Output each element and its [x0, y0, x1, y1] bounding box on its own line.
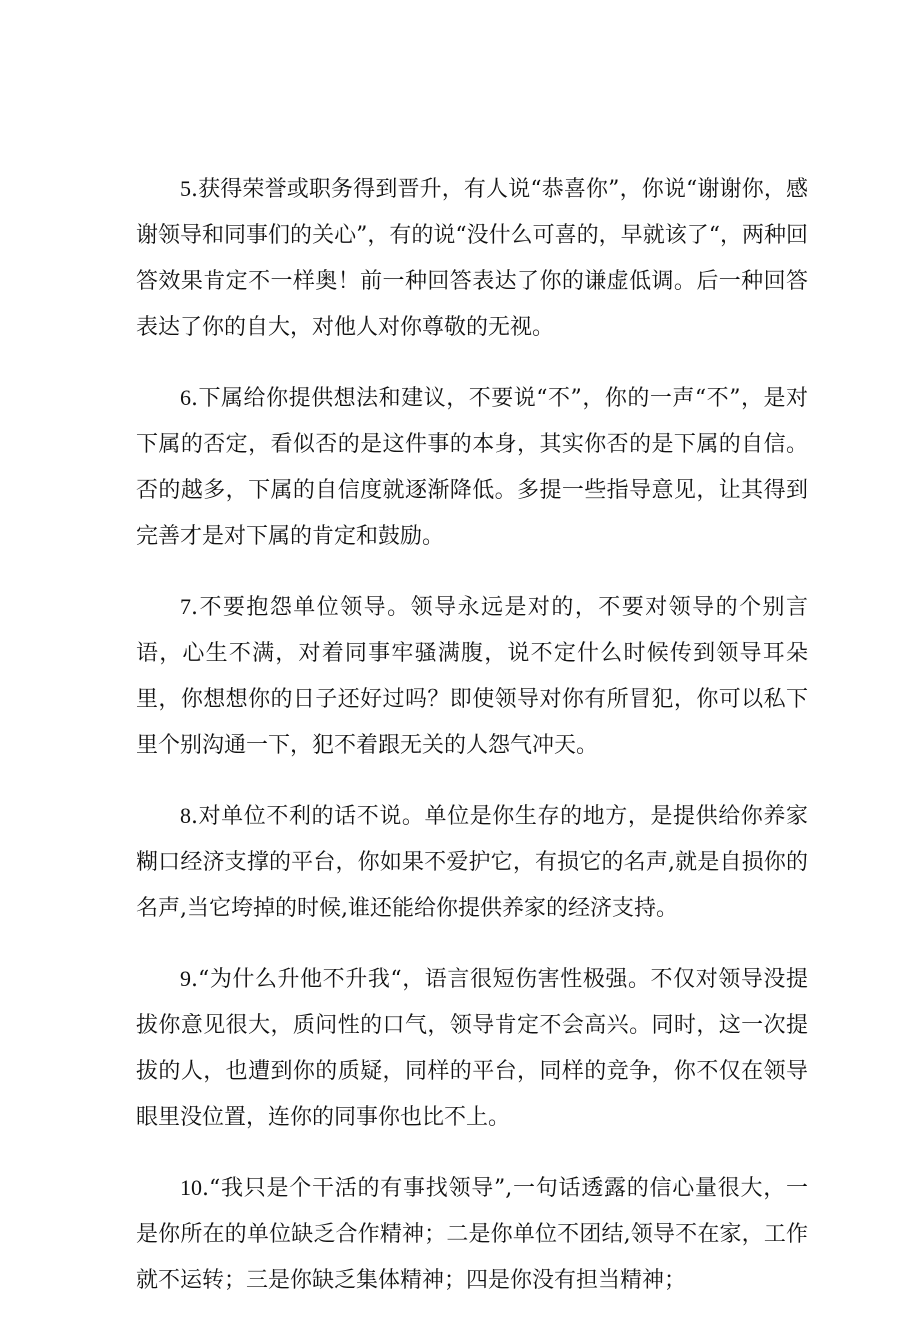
paragraph-text: .不要抱怨单位领导。领导永远是对的，不要对领导的个别言语，心生不满，对着同事牢骚满腹，说不定什么时候传到领导耳朵里，你想想你的日子还好过吗？即使领导对你有所冒犯，你可以私下里个别沟通一下，犯不着跟无关的人怨气冲天。	[136, 595, 808, 758]
paragraph-number: 7	[180, 594, 191, 619]
document-body	[136, 166, 808, 1328]
paragraph-text: .获得荣誉或职务得到晋升，有人说“恭喜你”，你说“谢谢你，感谢领导和同事们的关心”，有的说“没什么可喜的，早就该了“，两种回答效果肯定不一样奥！前一种回答表达了你的谦虚低调。后一种回答表达了你的自大，对他人对你尊敬的无视。	[136, 177, 808, 340]
paragraph-text: .“为什么升他不升我“，语言很短伤害性极强。不仅对领导没提拔你意见很大，质问性的口气，领导肯定不会高兴。同时，这一次提拔的人，也遭到你的质疑，同样的平台，同样的竞争，你不仅在领导眼里没位置，连你的同事你也比不上。	[136, 967, 808, 1130]
paragraph-10	[136, 1165, 808, 1304]
paragraph-8	[136, 793, 808, 932]
paragraph-number: 6	[180, 385, 191, 410]
paragraph-number: 9	[180, 966, 191, 991]
paragraph-9	[136, 956, 808, 1141]
paragraph-7	[136, 584, 808, 769]
paragraph-number: 5	[180, 176, 191, 201]
paragraph-number: 10	[180, 1175, 202, 1200]
paragraph-text: .“我只是个干活的有事找领导”,一句话透露的信心量很大，一是你所在的单位缺乏合作精神；二是你单位不团结,领导不在家，工作就不运转；三是你缺乏集体精神；四是你没有担当精神；	[136, 1176, 808, 1293]
paragraph-number: 8	[180, 803, 191, 828]
paragraph-text: .对单位不利的话不说。单位是你生存的地方，是提供给你养家糊口经济支撑的平台，你如果不爱护它，有损它的名声,就是自损你的名声,当它垮掉的时候,谁还能给你提供养家的经济支持。	[136, 804, 808, 921]
paragraph-text: .下属给你提供想法和建议，不要说“不”，你的一声“不”，是对下属的否定，看似否的是这件事的本身，其实你否的是下属的自信。否的越多，下属的自信度就逐渐降低。多提一些指导意见，让其得到完善才是对下属的肯定和鼓励。	[136, 386, 808, 549]
paragraph-5	[136, 166, 808, 351]
paragraph-6	[136, 375, 808, 560]
